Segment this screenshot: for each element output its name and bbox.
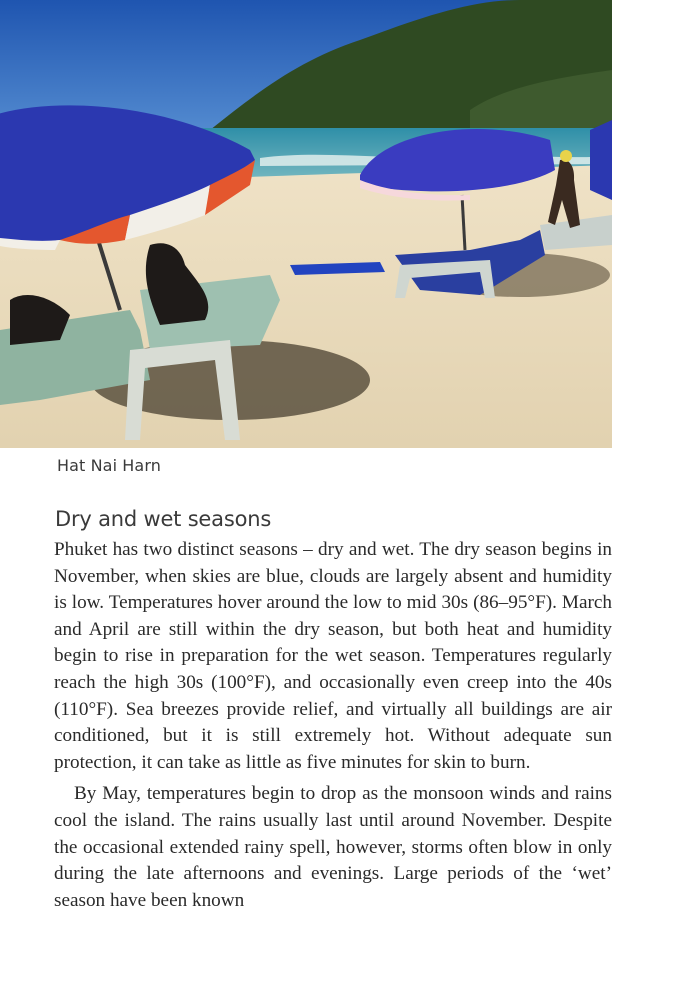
beach-photo	[0, 0, 612, 448]
paragraph: By May, temperatures begin to drop as the monsoon winds and rains cool the island. The rains usually last until around November. Despite the occasional extended rainy spell, however, storms often blow in only during the late afternoons and evenings. Large periods of the ‘wet’ season have been known	[54, 783, 612, 911]
photo-caption: Hat Nai Harn	[57, 456, 161, 475]
beach-photo-illustration	[0, 0, 612, 448]
section-heading: Dry and wet seasons	[55, 507, 272, 531]
paragraph: Phuket has two distinct seasons – dry and wet. The dry season begins in November, when skies are blue, clouds are largely absent and humidity is low. Temperatures hover around the low to mid 30s (86–95°F). March and April are still within the dry season, but both heat and humidity begin to rise in preparation for the wet season. Temperatures regularly reach the high 30s (100°F), and occasionally even creep into the 40s (110°F). Sea breezes provide relief, and virtually all buildings are air conditioned, but it is still extremely hot. Without adequate sun protection, it can take as little as five minutes for skin to burn.	[54, 539, 612, 773]
body-text	[54, 537, 612, 914]
